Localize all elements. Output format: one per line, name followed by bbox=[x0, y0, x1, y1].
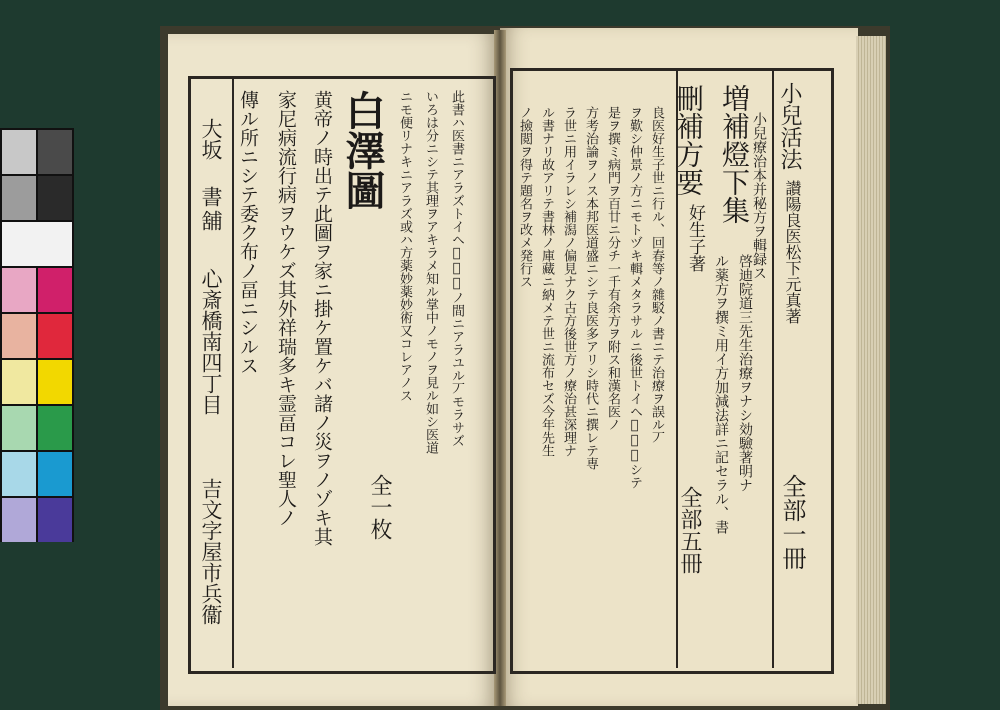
calibration-swatch bbox=[2, 222, 72, 266]
right-body-line: 是ヲ撰ミ病門ヲ百廿ニ分チ一千有余方ヲ附ス和漢名医ノ bbox=[605, 106, 620, 431]
left-body-line: 家尼病流行病ヲウケズ其外祥瑞多キ霊畐コレ聖人ノ bbox=[275, 90, 297, 527]
book-1-title: 小兒活法 bbox=[777, 82, 802, 170]
book-3-volume: 全部五冊 bbox=[677, 486, 702, 574]
book-1-volume: 全部一冊 bbox=[778, 474, 806, 570]
right-body-line: ノ撿閲ヲ得テ題名ヲ改メ発行ス bbox=[517, 106, 532, 288]
left-body-line: 傳ル所ニシテ委ク布ノ畐ニシルス bbox=[237, 90, 259, 375]
calibration-swatch bbox=[2, 452, 36, 496]
calibration-swatch bbox=[2, 360, 36, 404]
calibration-swatch bbox=[38, 268, 72, 312]
book-2-title: 増補燈下集 bbox=[718, 84, 751, 224]
right-body-line: 方考治論ヲノス本邦医道盛ニシテ良医多アリシ時代ニ撰レテ専 bbox=[583, 106, 598, 470]
left-body-line: 此書ハ医書ニアラズトイヘ𪜈天地ノ間ニアラユル丆モラサズ bbox=[449, 90, 464, 447]
left-volume-note: 全一枚 bbox=[367, 474, 392, 540]
calibration-swatch bbox=[38, 452, 72, 496]
left-body-line: いろは分ニシテ其理ヲアキラメ知ル掌中ノモノヲ見ル如シ医道 bbox=[423, 90, 438, 454]
book-1-subtitle: 小兒療治本并秘方ヲ輯録ス bbox=[751, 112, 767, 280]
right-body-line: ラ世ニ用イラレシ補潟ノ偏見ナク古方後世方ノ療治甚深理ナ bbox=[561, 106, 576, 457]
calibration-swatch bbox=[38, 360, 72, 404]
left-body-line: ニモ便リナキニアラズ或ハ方薬妙薬妙術又コレアノス bbox=[397, 90, 412, 402]
left-body-line: 黄帝ノ時出テ此圖ヲ家ニ掛ケ置ケバ諸ノ災ヲノゾキ其 bbox=[311, 90, 333, 546]
publisher-name: 吉文字屋市兵衞 bbox=[199, 478, 223, 625]
calibration-swatch bbox=[2, 268, 36, 312]
right-divider-1 bbox=[772, 70, 774, 668]
publisher-label: 書舖 bbox=[199, 186, 223, 234]
calibration-swatch bbox=[38, 498, 72, 542]
book-2-desc-b: ル薬方ヲ撰ミ用イ方加減法詳ニ記セラル、書 bbox=[713, 254, 729, 534]
calibration-swatch bbox=[2, 406, 36, 450]
book-3-author: 好生子著 bbox=[685, 204, 705, 272]
page-edges bbox=[856, 36, 886, 704]
calibration-swatch bbox=[2, 130, 36, 174]
calibration-swatch bbox=[2, 498, 36, 542]
right-body-line: ヲ歎シ仲景ノ方ニモトヅキ輯メタラサルニ後世トイヘ𪜈考究シテ bbox=[627, 106, 642, 489]
calibration-swatch bbox=[38, 406, 72, 450]
publisher-address: 心斎橋南四丁目 bbox=[199, 268, 223, 415]
book-2-desc-a: 啓迪院道三先生治療ヲナシ効驗著明ナ bbox=[737, 254, 753, 492]
right-body-line: ル書ナリ故アリテ書林ノ庫藏ニ納メテ世ニ流布セズ今年先生 bbox=[539, 106, 554, 457]
calibration-swatch bbox=[38, 176, 72, 220]
color-calibration-strip bbox=[0, 128, 74, 542]
right-body-line: 良医好生子世ニ行ル、回春等ノ雜駁ノ書ニテ治療ヲ誤ル丆 bbox=[649, 106, 664, 444]
calibration-swatch bbox=[38, 130, 72, 174]
calibration-swatch bbox=[38, 314, 72, 358]
book-1-author: 讃陽良医松下元真著 bbox=[783, 180, 802, 324]
book-3-title: 刪補方要 bbox=[672, 84, 705, 196]
left-title: 白澤圖 bbox=[339, 90, 386, 210]
publisher-location: 大坂 bbox=[199, 118, 223, 160]
publisher-divider bbox=[232, 78, 234, 668]
calibration-swatch bbox=[2, 314, 36, 358]
calibration-swatch bbox=[2, 176, 36, 220]
